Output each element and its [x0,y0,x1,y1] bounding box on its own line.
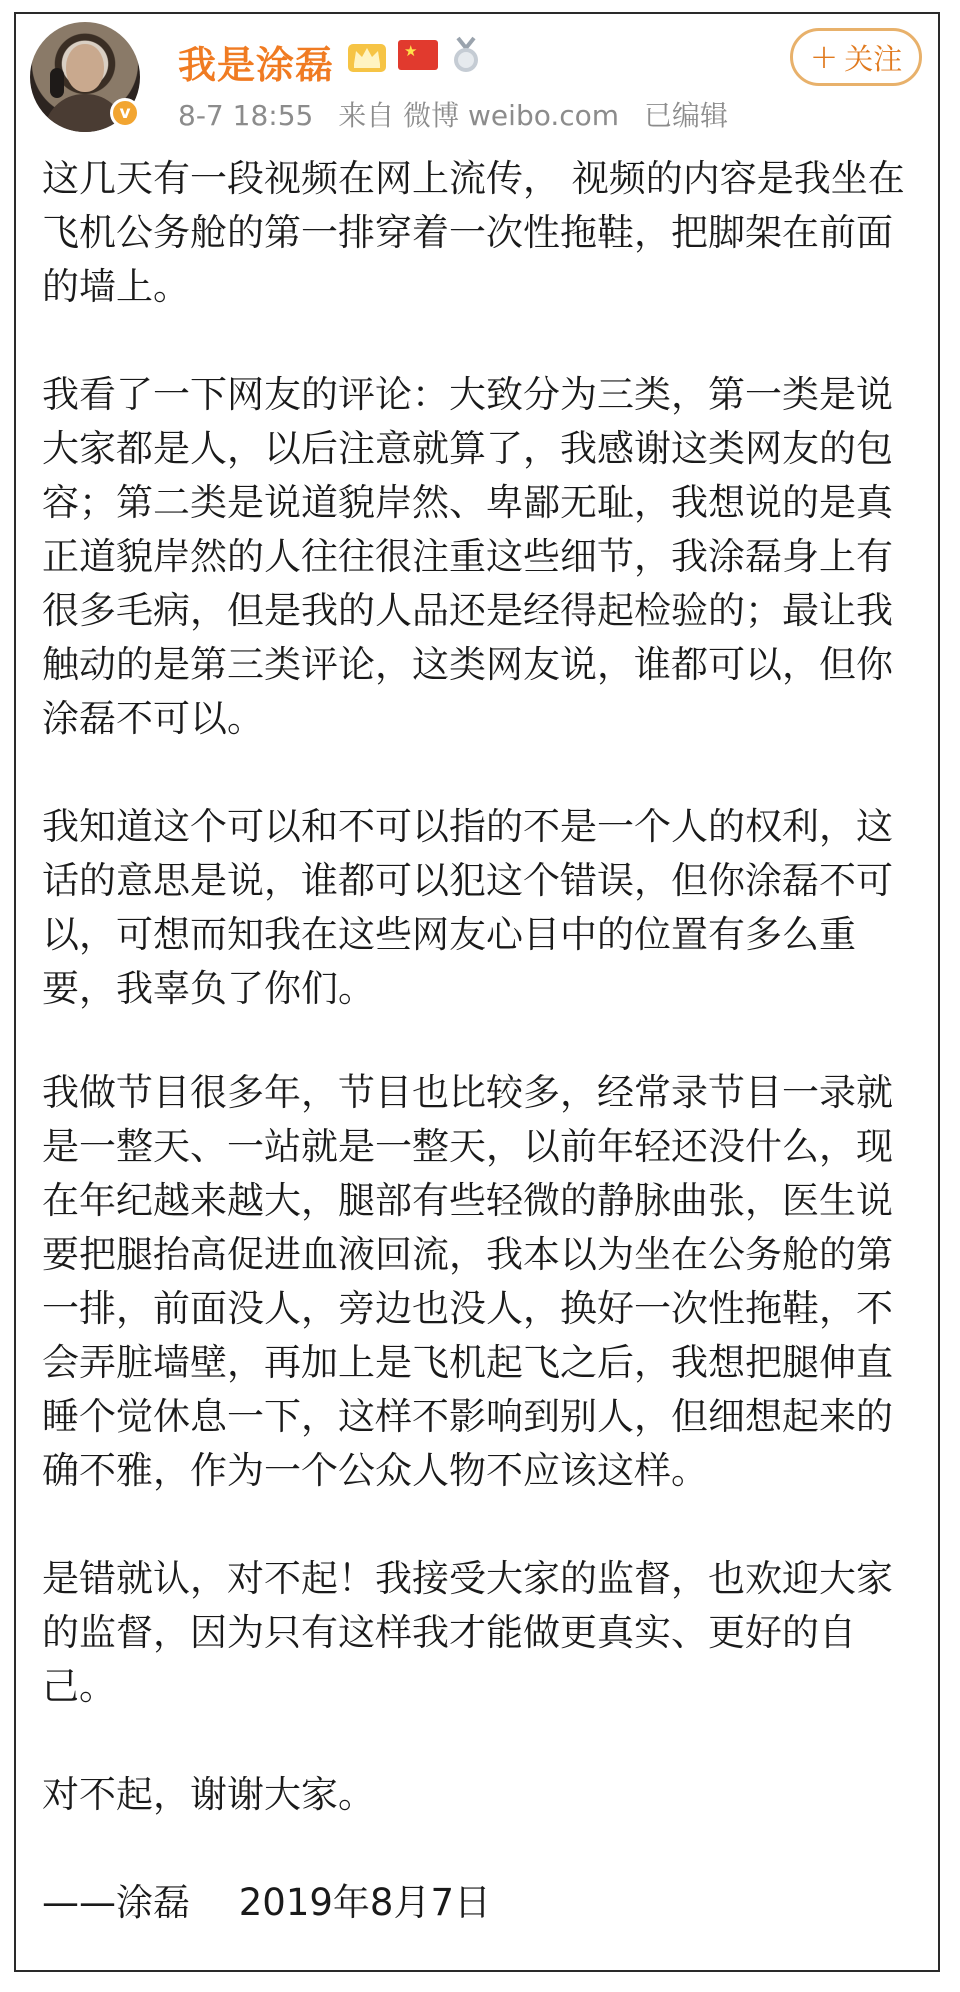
post-paragraph: 我看了一下网友的评论：大致分为三类，第一类是说大家都是人，以后注意就算了，我感谢这类网友的包容；第二类是说道貌岸然、卑鄙无耻，我想说的是真正道貌岸然的人往往很注重这些细节，我涂磊身上有很多毛病，但是我的人品还是经得起检验的；最让我触动的是第三类评论，这类网友说，谁都可以，但你涂磊不可以。 [42,373,893,740]
post-paragraph: 这几天有一段视频在网上流传， 视频的内容是我坐在飞机公务舱的第一排穿着一次性拖鞋，把脚架在前面的墙上。 [42,157,905,308]
follow-button[interactable] [790,28,922,86]
plus-icon: + [809,37,839,77]
post-signature: ——涂磊 2019年8月7日 [42,1881,492,1924]
post-paragraph: 是错就认，对不起！我接受大家的监督，也欢迎大家的监督，因为只有这样我才能做更真实、更好的自己。 [42,1557,893,1708]
username[interactable]: 我是涂磊 [178,43,335,87]
post-paragraph: 我做节目很多年，节目也比较多，经常录节目一录就是一整天、一站就是一整天，以前年轻还没什么，现在年纪越来越大，腿部有些轻微的静脉曲张，医生说要把腿抬高促进血液回流，我本以为坐在公务舱的第一排，前面没人，旁边也没人，换好一次性拖鞋，不会弄脏墙壁，再加上是飞机起飞之后，我想把腿伸直睡个觉休息一下，这样不影响到别人，但细想起来的确不雅，作为一个公众人物不应该这样。 [42,1071,893,1492]
weibo-post-card [14,12,940,1972]
post-time[interactable]: 8-7 18:55 [178,99,314,132]
avatar-microphone [50,68,64,98]
post-body [42,152,920,1930]
china-flag-icon: ★ [398,40,438,70]
post-source: 来自 微博 weibo.com [338,99,620,132]
edited-label[interactable]: 已编辑 [643,99,728,132]
post-paragraph: 我知道这个可以和不可以指的不是一个人的权利，这话的意思是说，谁都可以犯这个错误，但你涂磊不可以，可想而知我在这些网友心目中的位置有多么重要，我辜负了你们。 [42,805,893,1010]
post-paragraph: 对不起，谢谢大家。 [42,1773,375,1816]
verified-badge-icon: v [110,98,140,128]
avatar-face [66,44,104,92]
crown-icon [346,40,388,74]
medal-icon [448,36,484,74]
post-meta [178,94,744,134]
follow-label: 关注 [844,41,903,76]
